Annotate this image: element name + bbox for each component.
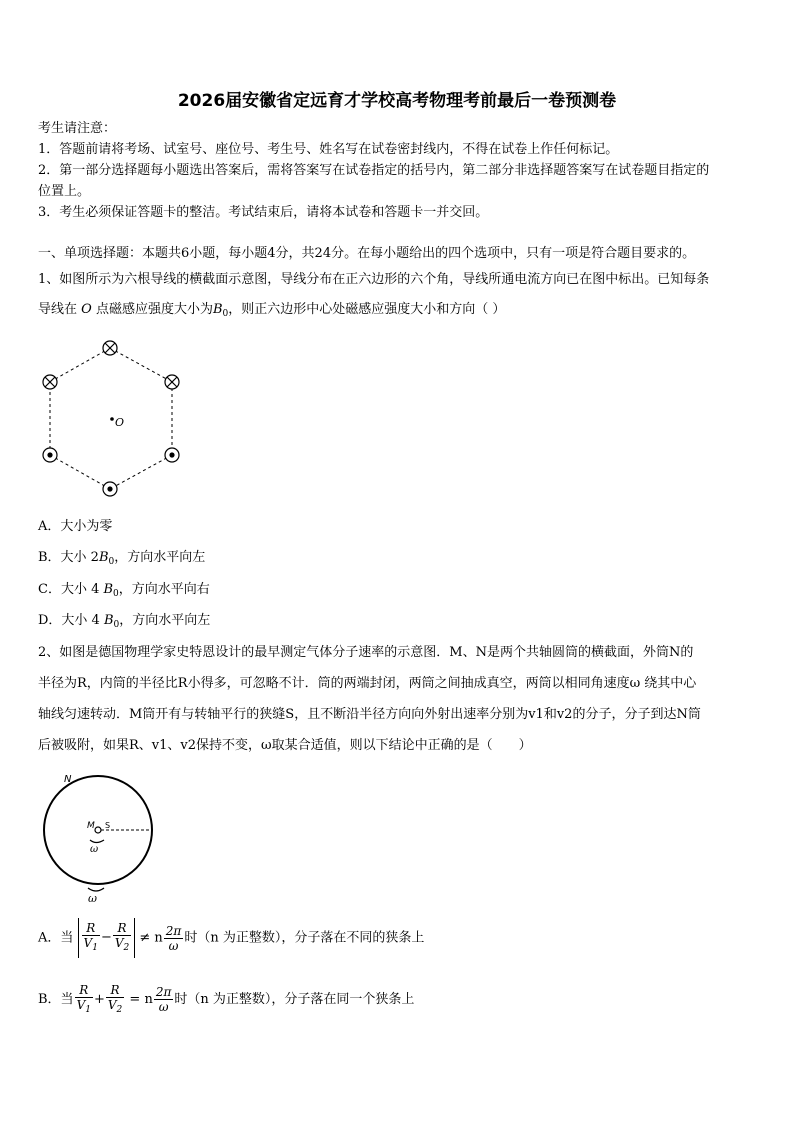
outer-rotation-arrow-icon — [88, 888, 104, 891]
abs-expression: $\frac{R}{V_1}$ − $\frac{R}{V_2}$ — [78, 918, 136, 958]
notice-item-2: 2．第一部分选择题每小题选出答案后，需将答案写在试卷指定的括号内，第二部分非选择题答案写在试卷题目指定的 — [38, 163, 710, 178]
wire-into-page-upper-left — [43, 375, 57, 389]
q2-stem-line1: 2、如图是德国物理学家史特恩设计的最早测定气体分子速率的示意图．M、N是两个共轴圆筒的横截面，外筒N的 — [38, 645, 694, 660]
notice-item-1: 1．答题前请将考场、试室号、座位号、考生号、姓名写在试卷密封线内，不得在试卷上作任何标记。 — [38, 142, 619, 157]
wire-out-of-page-lower-left — [43, 448, 57, 462]
q1-option-d: D．大小 4 $B_0$，方向水平向左 — [38, 613, 211, 630]
q1-option-a: A．大小为零 — [38, 519, 113, 534]
notice-item-2-cont: 位置上。 — [38, 184, 91, 199]
inner-rotation-arrow-icon — [90, 840, 104, 843]
inner-omega: ω — [90, 844, 99, 855]
label-s: S — [105, 821, 111, 830]
q1-stem-line2: 导线在 O 点磁感应强度大小为$B_0$，则正六边形中心处磁感应强度大小和方向（ ） — [38, 302, 506, 319]
q2-option-a: A．当 $\frac{R}{V_1}$ − $\frac{R}{V_2}$ ≠ n $\frac{2\pi}{\omega}$ 时（n 为正整数），分子落在不同的狭条上 — [38, 918, 424, 959]
wire-into-page-upper-right — [165, 375, 179, 389]
q1-option-b: B．大小 $2B_0$，方向水平向左 — [38, 550, 206, 567]
q2-stem-line4: 后被吸附，如果R、v1、v2保持不变，ω取某合适值，则以下结论中正确的是（ ） — [38, 738, 532, 753]
notice-heading: 考生请注意： — [38, 121, 117, 136]
q2-stem-line3: 轴线匀速转动．M筒开有与转轴平行的狭缝S，且不断沿半径方向向外射出速率分别为v1和v2的分子，分子到达N筒 — [38, 707, 701, 722]
inner-cylinder-m — [95, 827, 101, 833]
wire-into-page-top — [103, 341, 117, 355]
label-m: M — [87, 821, 95, 831]
section-heading: 一、单项选择题：本题共6小题，每小题4分，共24分。在每小题给出的四个选项中，只有一项是符合题目要求的。 — [38, 246, 696, 261]
center-label: O — [115, 416, 125, 429]
wire-out-of-page-lower-right — [165, 448, 179, 462]
wire-out-of-page-bottom — [103, 482, 117, 496]
q1-option-c: C．大小 4 $B_0$，方向水平向右 — [38, 582, 210, 599]
outer-omega: ω — [88, 892, 97, 905]
cylinder-figure — [30, 770, 230, 910]
q1-stem-line1: 1、如图所示为六根导线的横截面示意图，导线分布在正六边形的六个角，导线所通电流方向已在图中标出。已知每条 — [38, 272, 710, 287]
q2-stem-line2: 半径为R，内筒的半径比R小得多，可忽略不计．筒的两端封闭，两筒之间抽成真空，两筒以相同角速度ω 绕其中心 — [38, 676, 697, 691]
page-title: 2026届安徽省定远育才学校高考物理考前最后一卷预测卷 — [177, 91, 617, 111]
q2-option-b: B．当 $\frac{R}{V_1}$ + $\frac{R}{V_2}$ = n $\frac{2\pi}{\omega}$ 时（n 为正整数），分子落在同一个狭条上 — [38, 982, 415, 1015]
center-point — [110, 417, 114, 421]
label-n: N — [64, 774, 72, 785]
notice-item-3: 3．考生必须保证答题卡的整洁。考试结束后，请将本试卷和答题卡一并交回。 — [38, 205, 489, 220]
outer-cylinder-n — [44, 776, 152, 884]
